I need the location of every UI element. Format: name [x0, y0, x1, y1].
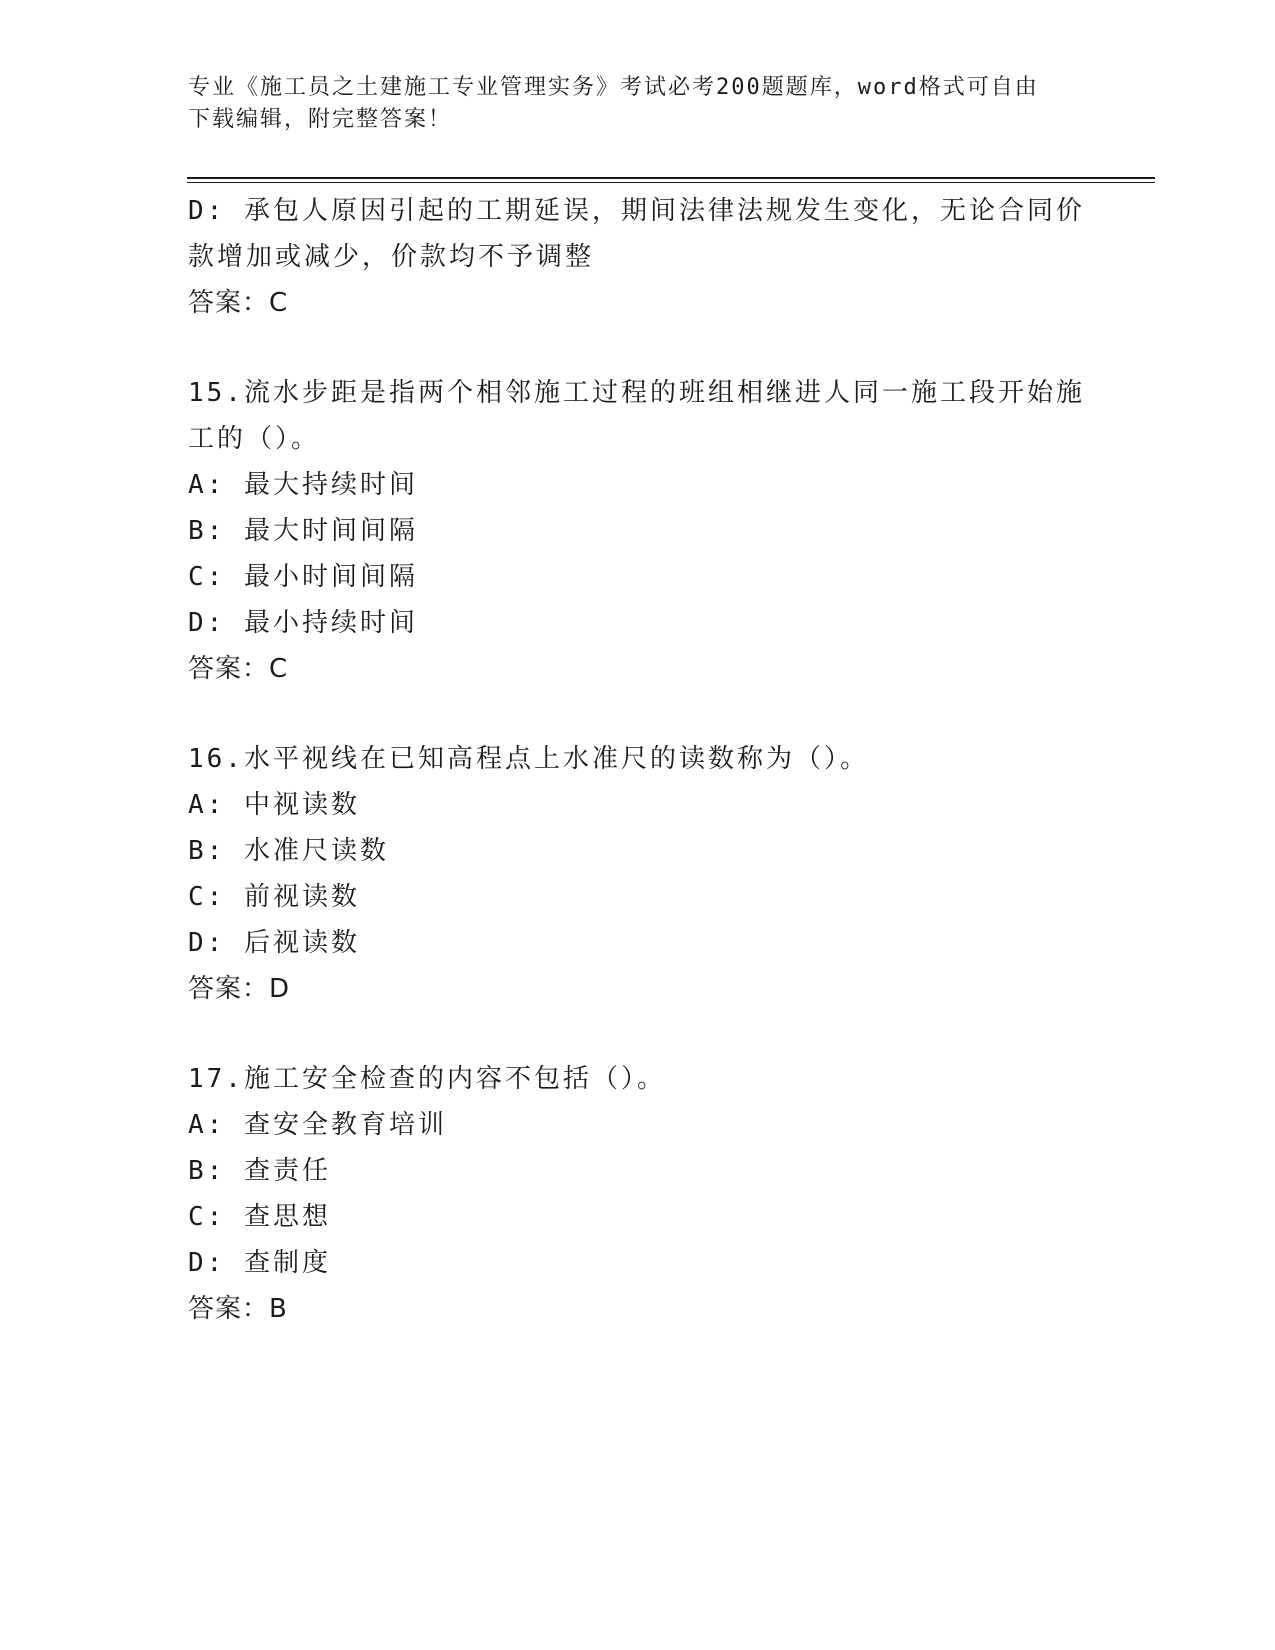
option-a: A: 中视读数: [188, 790, 360, 820]
header-line-1: 专业《施工员之土建施工专业管理实务》考试必考200题题库，word格式可自由: [188, 75, 1039, 100]
option-d: D: 承包人原因引起的工期延误，期间法律法规发生变化，无论合同价: [188, 196, 1085, 226]
answer: 答案：B: [188, 1294, 288, 1324]
option-a: A: 最大持续时间: [188, 470, 418, 500]
question-stem: 17.施工安全检查的内容不包括（）。: [188, 1064, 666, 1094]
option-d: D: 查制度: [188, 1248, 331, 1278]
option-c: C: 前视读数: [188, 882, 360, 912]
question-list: [188, 188, 1088, 1332]
option-d-continued: 款增加或减少，价款均不予调整: [188, 242, 595, 272]
answer: 答案：D: [188, 974, 291, 1004]
question-16: [188, 736, 1088, 1012]
header-divider-thick: [187, 177, 1155, 179]
question-17: [188, 1056, 1088, 1332]
header-divider-thin: [187, 182, 1155, 183]
answer: 答案：C: [188, 654, 289, 684]
option-b: B: 最大时间间隔: [188, 516, 418, 546]
question-stem: 15.流水步距是指两个相邻施工过程的班组相继进人同一施工段开始施: [188, 378, 1085, 408]
option-b: B: 查责任: [188, 1156, 331, 1186]
question-15: [188, 370, 1088, 692]
option-b: B: 水准尺读数: [188, 836, 389, 866]
document-header: [188, 72, 1068, 136]
question-stem: 16.水平视线在已知高程点上水准尺的读数称为（）。: [188, 744, 869, 774]
option-c: C: 最小时间间隔: [188, 562, 418, 592]
question-stem-continued: 工的（）。: [188, 424, 321, 454]
question-14-continuation: [188, 188, 1088, 326]
option-c: C: 查思想: [188, 1202, 331, 1232]
option-a: A: 查安全教育培训: [188, 1110, 447, 1140]
option-d: D: 后视读数: [188, 928, 360, 958]
answer: 答案：C: [188, 288, 289, 318]
header-line-2: 下载编辑，附完整答案！: [188, 107, 453, 132]
option-d: D: 最小持续时间: [188, 608, 418, 638]
